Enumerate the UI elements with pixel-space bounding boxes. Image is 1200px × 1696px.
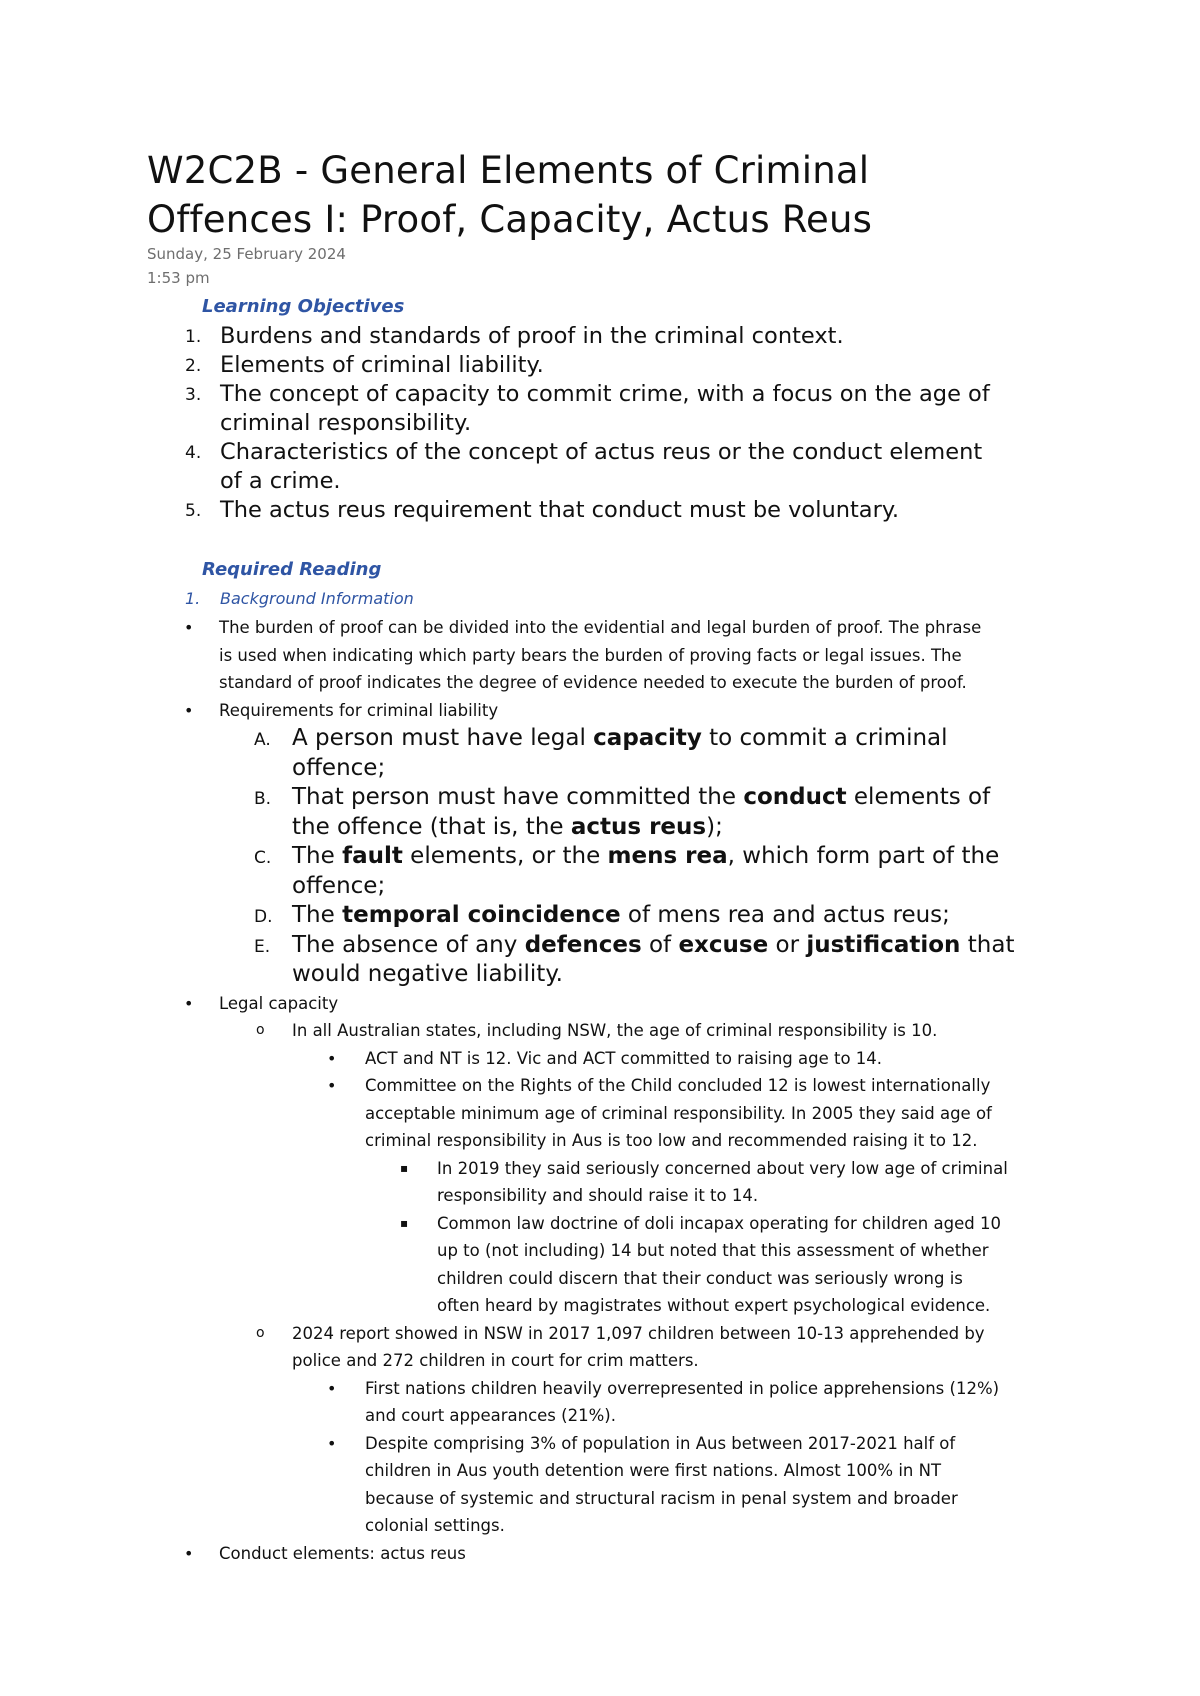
section-background-information: 1. Background Information [185,589,414,608]
page-date: Sunday, 25 February 2024 [147,245,346,263]
list-item: • First nations children heavily overrepresented in police apprehensions (12%) and court appearances (21%). [327,1378,1000,1425]
requirement-item-d: D. The temporal coincidence of mens rea and actus reus; [254,902,950,928]
page-title: W2C2B - General Elements of Criminal Offences I: Proof, Capacity, Actus Reus [147,149,873,241]
page-time: 1:53 pm [147,269,210,287]
list-item: o 2024 report showed in NSW in 2017 1,097 children between 10-13 apprehended by police and 272 children in court for crim matters. [256,1323,985,1370]
list-item: • Legal capacity [184,993,339,1013]
list-item: • The burden of proof can be divided into the evidential and legal burden of proof. The phrase is used when indicating which party bears the burden of proving facts or legal issues. The standard of proof indicates the degree of evidence needed to execute the burden of proof. [184,618,982,692]
list-item: • ACT and NT is 12. Vic and ACT committed to raising age to 14. [327,1048,883,1068]
requirement-item-a: A. A person must have legal capacity to commit a criminal offence; [254,725,948,781]
list-item: 5. The actus reus requirement that conduct must be voluntary. [185,497,900,523]
notes-body [0,614,1150,1567]
requirement-item-c: C. The fault elements, or the mens rea, which form part of the offence; [254,843,1000,899]
requirement-item-e: E. The absence of any defences of excuse or justification that would negative liability. [254,931,1015,987]
required-reading-heading: Required Reading [202,559,382,580]
learning-objectives-heading: Learning Objectives [202,296,405,317]
learning-objectives-list [0,322,1100,525]
list-item: o In all Australian states, including NSW, the age of criminal responsibility is 10. [256,1021,938,1040]
requirement-item-b: B. That person must have committed the conduct elements of the offence (that is, the actus reus); [254,784,991,840]
list-item: • Requirements for criminal liability [184,700,499,720]
list-item: 4. Characteristics of the concept of actus reus or the conduct element of a crime. [185,439,983,494]
list-item: ▪ In 2019 they said seriously concerned about very low age of criminal responsibility and should raise it to 14. [400,1158,1008,1205]
list-item: ▪ Common law doctrine of doli incapax operating for children aged 10 up to (not including) 14 but noted that this assessment of whether children could discern that their conduct was seriously wrong is often heard by magistrates without expert psychological evidence. [400,1213,1001,1315]
list-item: 2. Elements of criminal liability. [185,352,544,378]
list-item: • Committee on the Rights of the Child concluded 12 is lowest internationally acceptable minimum age of criminal responsibility. In 2005 they said age of criminal responsibility in Aus is too low and recommended raising it to 12. [327,1076,992,1150]
list-item: 3. The concept of capacity to commit crime, with a focus on the age of criminal responsibility. [185,381,990,436]
list-item: • Conduct elements: actus reus [184,1543,466,1563]
list-item: 1. Burdens and standards of proof in the criminal context. [185,323,844,349]
list-item: • Despite comprising 3% of population in Aus between 2017-2021 half of children in Aus youth detention were first nations. Almost 100% in NT because of systemic and structural racism in penal system and broader colonial settings. [327,1433,958,1535]
